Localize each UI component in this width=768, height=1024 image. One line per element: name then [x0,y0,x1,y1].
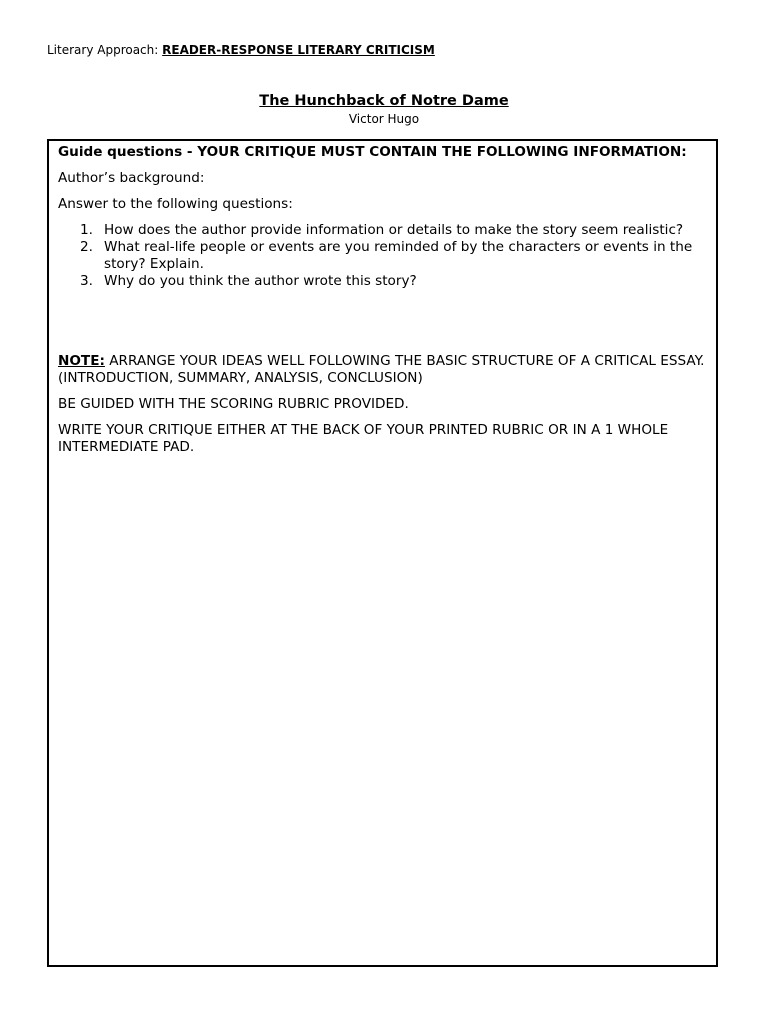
note-paragraph [58,353,710,387]
question-text: Why do you think the author wrote this story? [104,273,417,289]
critique-guide-content [58,144,710,456]
list-item [58,222,710,239]
question-number: 2. [80,239,93,255]
critique-guide-box [47,139,718,967]
list-item [58,273,710,290]
write-instruction: WRITE YOUR CRITIQUE EITHER AT THE BACK OF YOUR PRINTED RUBRIC OR IN A 1 WHOLE INTERMEDIATE PAD. [58,422,669,455]
list-item [58,239,710,273]
document-title: The Hunchback of Notre Dame [259,93,509,109]
document-author: Victor Hugo [348,112,420,126]
question-text: What real-life people or events are you reminded of by the characters or events in the story? Explain. [104,239,693,272]
question-number: 1. [80,222,93,238]
author-background-label: Author’s background: [58,170,205,186]
approach-label: Literary Approach: [47,43,163,57]
question-number: 3. [80,273,93,289]
guide-heading: Guide questions - YOUR CRITIQUE MUST CONTAIN THE FOLLOWING INFORMATION: [58,144,687,160]
answer-intro: Answer to the following questions: [58,196,293,212]
note-label: NOTE: [58,353,105,369]
rubric-instruction: BE GUIDED WITH THE SCORING RUBRIC PROVIDED. [58,396,409,412]
questions-list [58,222,710,290]
question-text: How does the author provide information or details to make the story seem realistic? [104,222,684,238]
note-text: ARRANGE YOUR IDEAS WELL FOLLOWING THE BASIC STRUCTURE OF A CRITICAL ESSAY. (INTRODUCTION, SUMMARY, ANALYSIS, CONCLUSION) [58,353,705,386]
literary-approach-line [47,42,435,58]
title-block [0,92,768,127]
approach-value: READER-RESPONSE LITERARY CRITICISM [162,43,435,57]
